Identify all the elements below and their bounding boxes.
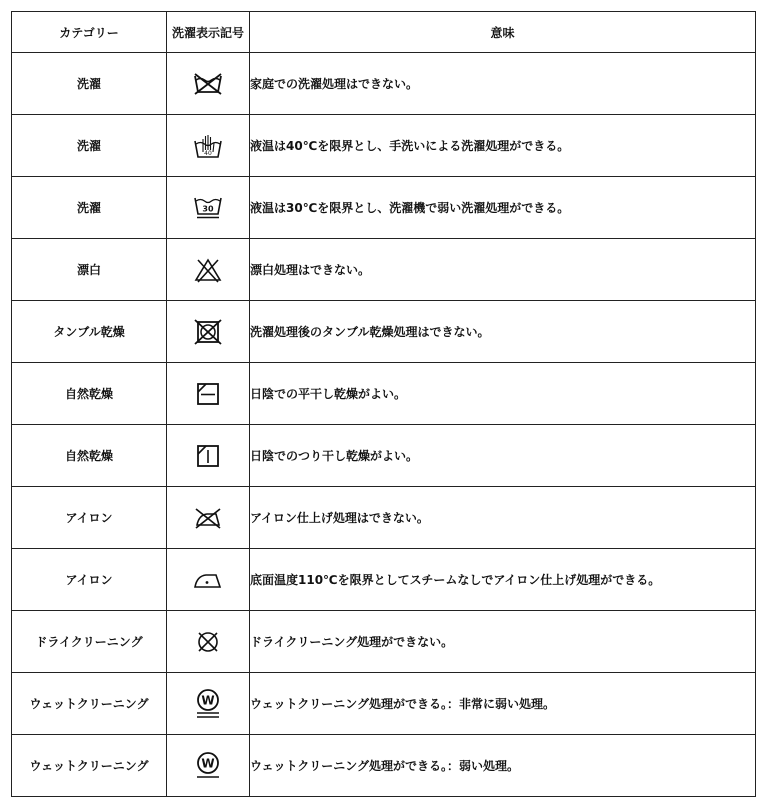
meaning-cell: 日陰での平干し乾燥がよい。: [250, 363, 756, 425]
table-row: [12, 673, 756, 735]
wash-30-gentle-icon: [193, 195, 223, 221]
table-row: [12, 549, 756, 611]
category-cell: アイロン: [12, 487, 167, 549]
meaning-cell: 日陰でのつり干し乾燥がよい。: [250, 425, 756, 487]
hand-wash-temp-label: 40: [204, 149, 212, 157]
category-cell: アイロン: [12, 549, 167, 611]
table-row: [12, 115, 756, 177]
symbol-cell: [167, 53, 250, 115]
symbol-cell: [167, 425, 250, 487]
tumble-dry-not-allowed-icon: [193, 319, 223, 345]
iron-low-temp-icon: [192, 567, 224, 593]
meaning-cell: 液温は40℃を限界とし、手洗いによる洗濯処理ができる。: [250, 115, 756, 177]
header-symbol: 洗濯表示記号: [167, 12, 250, 53]
care-label-table: [11, 11, 756, 797]
category-cell: 自然乾燥: [12, 363, 167, 425]
meaning-cell: 家庭での洗濯処理はできない。: [250, 53, 756, 115]
meaning-cell: ドライクリーニング処理ができない。: [250, 611, 756, 673]
symbol-cell: [167, 363, 250, 425]
category-cell: 自然乾燥: [12, 425, 167, 487]
symbol-cell: [167, 239, 250, 301]
category-cell: 洗濯: [12, 53, 167, 115]
meaning-cell: アイロン仕上げ処理はできない。: [250, 487, 756, 549]
table-row: [12, 611, 756, 673]
category-cell: 漂白: [12, 239, 167, 301]
symbol-cell: [167, 549, 250, 611]
table-row: [12, 425, 756, 487]
table-row: [12, 239, 756, 301]
meaning-cell: ウェットクリーニング処理ができる。：弱い処理。: [250, 735, 756, 797]
symbol-cell: [167, 487, 250, 549]
symbol-cell: [167, 611, 250, 673]
meaning-cell: 液温は30℃を限界とし、洗濯機で弱い洗濯処理ができる。: [250, 177, 756, 239]
table-row: [12, 735, 756, 797]
iron-not-allowed-icon: [193, 505, 223, 531]
meaning-cell: 洗濯処理後のタンブル乾燥処理はできない。: [250, 301, 756, 363]
table-row: [12, 487, 756, 549]
meaning-cell: ウェットクリーニング処理ができる。：非常に弱い処理。: [250, 673, 756, 735]
header-meaning: 意味: [250, 12, 756, 53]
dry-clean-not-allowed-icon: [193, 629, 223, 655]
wet-clean-very-gentle-icon: [193, 688, 223, 720]
wash-not-allowed-icon: [193, 72, 223, 96]
wet-clean-letter: W: [201, 693, 215, 707]
symbol-cell: [167, 177, 250, 239]
category-cell: ウェットクリーニング: [12, 673, 167, 735]
wet-clean-letter: W: [201, 756, 215, 770]
bleach-not-allowed-icon: [193, 257, 223, 283]
symbol-cell: [167, 735, 250, 797]
table-row: [12, 363, 756, 425]
header-row: [12, 12, 756, 53]
category-cell: ドライクリーニング: [12, 611, 167, 673]
table-row: [12, 301, 756, 363]
hand-wash-icon: [193, 133, 223, 159]
symbol-cell: [167, 673, 250, 735]
wet-clean-gentle-icon: [193, 751, 223, 781]
symbol-cell: [167, 115, 250, 177]
category-cell: 洗濯: [12, 115, 167, 177]
shade-line-dry-icon: [193, 443, 223, 469]
table-row: [12, 177, 756, 239]
shade-flat-dry-icon: [193, 381, 223, 407]
header-category: カテゴリー: [12, 12, 167, 53]
meaning-cell: 漂白処理はできない。: [250, 239, 756, 301]
symbol-cell: [167, 301, 250, 363]
wash-temp-label: 30: [202, 204, 214, 213]
table-row: [12, 53, 756, 115]
category-cell: ウェットクリーニング: [12, 735, 167, 797]
category-cell: 洗濯: [12, 177, 167, 239]
category-cell: タンブル乾燥: [12, 301, 167, 363]
meaning-cell: 底面温度110℃を限界としてスチームなしでアイロン仕上げ処理ができる。: [250, 549, 756, 611]
